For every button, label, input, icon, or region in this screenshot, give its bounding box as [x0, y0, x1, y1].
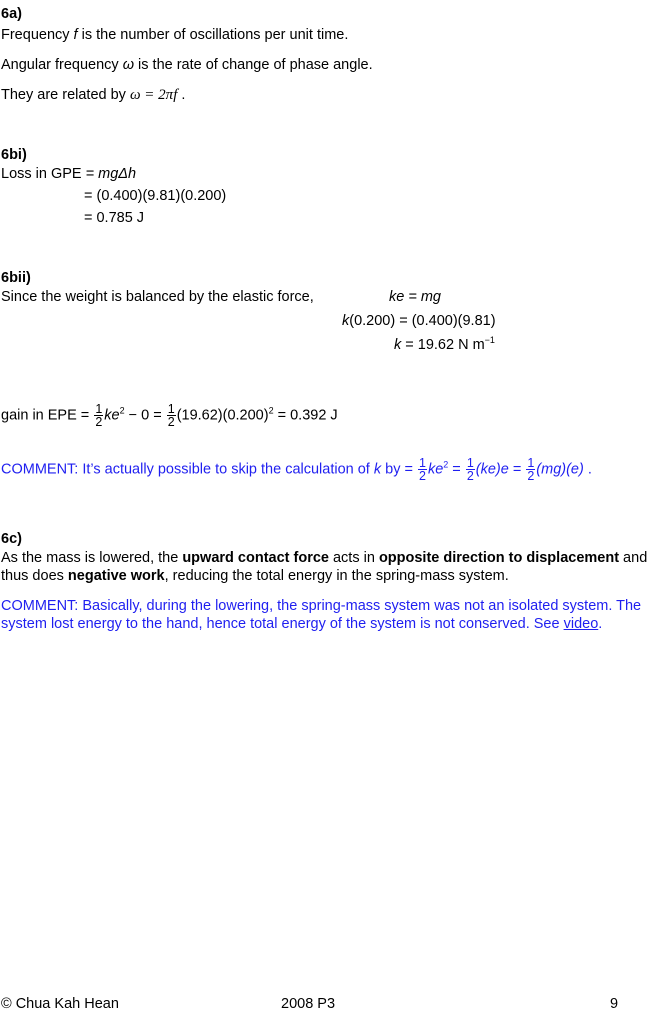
footer-author: © Chua Kah Hean — [1, 996, 119, 1012]
heading-6bi: 6bi) — [1, 147, 27, 163]
comment-skip-k: COMMENT: It’s actually possible to skip the calculation of k by = $\frac{1}{2}$ $ke^2$ = $\frac{1}{2}$ (ke)e = $\frac{1}{2}$ (mg)(e) . — [1, 456, 592, 483]
fraction-half: $\frac{1}{2}$ — [95, 402, 103, 429]
q6a-line1: Frequency f is the number of oscillations per unit time. — [1, 27, 349, 43]
q6a-line3: They are related by ω = 2πf . — [1, 87, 186, 103]
gpe-line2: = (0.400)(9.81)(0.200) — [84, 188, 227, 204]
video-link[interactable]: video — [563, 616, 599, 632]
gpe-line3: = 0.785 J — [84, 210, 145, 226]
balance-text: Since the weight is balanced by the elastic force, — [1, 289, 314, 305]
q6a-line2: Angular frequency ω is the rate of change of phase angle. — [1, 57, 373, 73]
equation-ke-mg: ke = mg — [389, 289, 441, 305]
relation-equation: ω = 2πf — [129, 87, 178, 103]
gpe-line1: Loss in GPE = mgΔh — [1, 166, 137, 182]
fraction-half: $\frac{1}{2}$ — [466, 456, 474, 483]
comment-isolated-system: COMMENT: Basically, during the lowering, the spring-mass system was not an isolated system. The system lost energy to the hand, hence total energy of the system is not conserved. See video. — [1, 598, 642, 632]
footer-paper: 2008 P3 — [281, 996, 336, 1012]
epe-line: gain in EPE = $\frac{1}{2}$ $ke^2 - 0$ = $\frac{1}{2}$ $(19.62)(0.200)^2 = 0.392$ J — [1, 402, 338, 429]
q6c-paragraph: As the mass is lowered, the upward contact force acts in opposite direction to displacement and thus does negative work, reducing the total energy in the spring-mass system. — [1, 550, 648, 584]
heading-6a: 6a) — [1, 6, 22, 22]
equation-k-value: k(0.200) = (0.400)(9.81) — [342, 313, 496, 329]
heading-6c: 6c) — [1, 531, 22, 547]
fraction-half: $\frac{1}{2}$ — [167, 402, 175, 429]
heading-6bii: 6bii) — [1, 270, 31, 286]
fraction-half: $\frac{1}{2}$ — [527, 456, 535, 483]
equation-k-result: k = 19.62 N $m^{-1}$ — [394, 335, 495, 353]
footer-page-number: 9 — [610, 996, 619, 1012]
fraction-half: $\frac{1}{2}$ — [418, 456, 426, 483]
